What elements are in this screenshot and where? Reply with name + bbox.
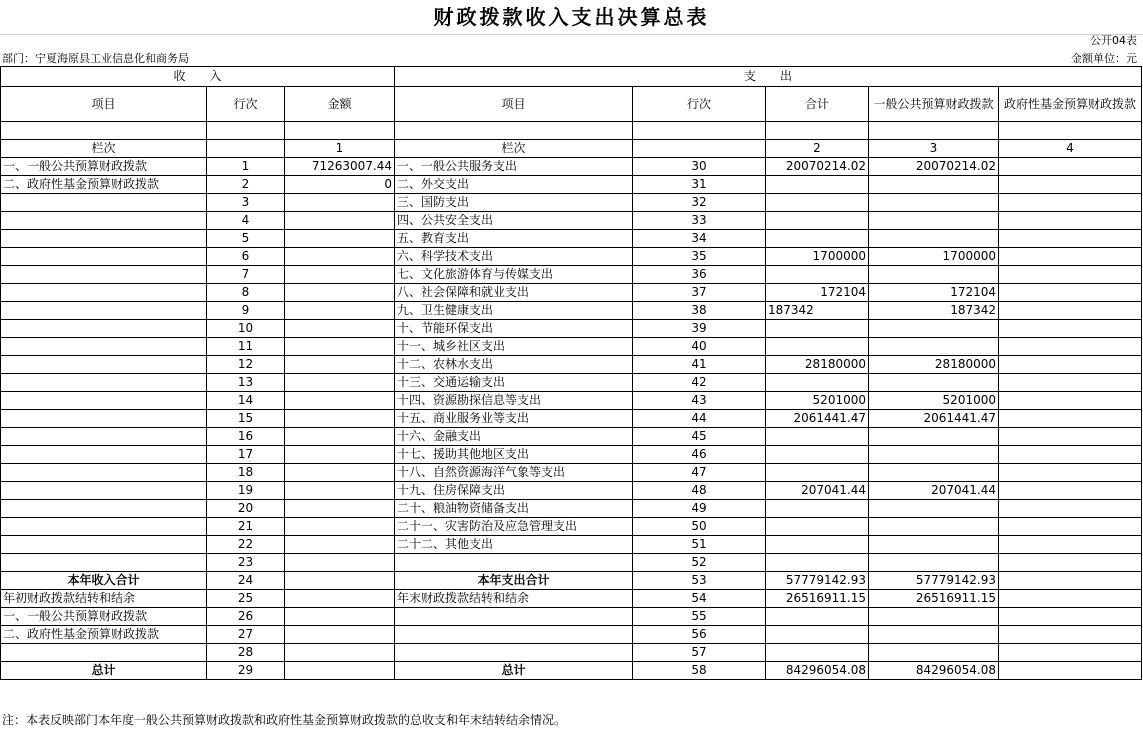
income-item xyxy=(1,194,207,212)
income-amount xyxy=(285,644,395,662)
income-line: 24 xyxy=(207,572,285,590)
form-number: 公开04表 xyxy=(1090,34,1137,47)
expense-line: 42 xyxy=(633,374,766,392)
income-line: 20 xyxy=(207,500,285,518)
income-line: 2 xyxy=(207,176,285,194)
expense-line: 46 xyxy=(633,446,766,464)
column-index-3: 3 xyxy=(869,140,999,158)
table-row xyxy=(1,500,1142,518)
income-amount: 0 xyxy=(285,176,395,194)
expense-item: 年末财政拨款结转和结余 xyxy=(395,590,633,608)
expense-item: 八、社会保障和就业支出 xyxy=(395,284,633,302)
income-line: 7 xyxy=(207,266,285,284)
expense-total: 2061441.47 xyxy=(766,410,869,428)
income-line: 10 xyxy=(207,320,285,338)
expense-total xyxy=(766,176,869,194)
expense-fund xyxy=(999,554,1142,572)
income-line: 18 xyxy=(207,464,285,482)
income-item: 本年收入合计 xyxy=(1,572,207,590)
expense-general: 1700000 xyxy=(869,248,999,266)
income-line: 29 xyxy=(207,662,285,680)
col-expense-line: 行次 xyxy=(633,87,766,122)
expense-general: 57779142.93 xyxy=(869,572,999,590)
expense-total xyxy=(766,500,869,518)
expense-line: 36 xyxy=(633,266,766,284)
expense-general: 84296054.08 xyxy=(869,662,999,680)
expense-fund xyxy=(999,284,1142,302)
table-row xyxy=(1,428,1142,446)
income-item xyxy=(1,212,207,230)
footnote: 注：本表反映部门本年度一般公共预算财政拨款和政府性基金预算财政拨款的总收支和年末结转结余情况。 xyxy=(2,713,567,727)
income-item xyxy=(1,230,207,248)
expense-fund xyxy=(999,482,1142,500)
expense-item: 七、文化旅游体育与传媒支出 xyxy=(395,266,633,284)
column-index-4: 4 xyxy=(999,140,1142,158)
expense-general xyxy=(869,176,999,194)
income-item: 二、政府性基金预算财政拨款 xyxy=(1,626,207,644)
expense-item: 十七、援助其他地区支出 xyxy=(395,446,633,464)
expense-general xyxy=(869,518,999,536)
expense-item: 十九、住房保障支出 xyxy=(395,482,633,500)
expense-line: 58 xyxy=(633,662,766,680)
expense-line: 48 xyxy=(633,482,766,500)
expense-total: 28180000 xyxy=(766,356,869,374)
expense-total xyxy=(766,626,869,644)
expense-general xyxy=(869,554,999,572)
income-line: 21 xyxy=(207,518,285,536)
expense-total: 57779142.93 xyxy=(766,572,869,590)
expense-line: 43 xyxy=(633,392,766,410)
income-amount xyxy=(285,230,395,248)
table-row xyxy=(1,338,1142,356)
expense-line: 56 xyxy=(633,626,766,644)
table-row xyxy=(1,410,1142,428)
expense-general: 187342 xyxy=(869,302,999,320)
expense-fund xyxy=(999,590,1142,608)
expense-item: 五、教育支出 xyxy=(395,230,633,248)
income-line: 17 xyxy=(207,446,285,464)
expense-line: 54 xyxy=(633,590,766,608)
expense-fund xyxy=(999,158,1142,176)
expense-general: 26516911.15 xyxy=(869,590,999,608)
expense-line: 49 xyxy=(633,500,766,518)
expense-total xyxy=(766,338,869,356)
table-row xyxy=(1,554,1142,572)
table-row xyxy=(1,248,1142,266)
table-row xyxy=(1,518,1142,536)
expense-fund xyxy=(999,230,1142,248)
income-header: 收 入 xyxy=(1,67,395,87)
income-item xyxy=(1,464,207,482)
expense-line: 55 xyxy=(633,608,766,626)
expense-line: 31 xyxy=(633,176,766,194)
table-row xyxy=(1,266,1142,284)
expense-total xyxy=(766,374,869,392)
blank-cell xyxy=(207,140,285,158)
income-line: 27 xyxy=(207,626,285,644)
income-amount xyxy=(285,374,395,392)
expense-general xyxy=(869,374,999,392)
page-title: 财政拨款收入支出决算总表 xyxy=(433,5,710,29)
expense-fund xyxy=(999,320,1142,338)
col-income-amount: 金额 xyxy=(285,87,395,122)
income-line: 6 xyxy=(207,248,285,266)
income-line: 16 xyxy=(207,428,285,446)
table-row xyxy=(1,608,1142,626)
expense-line: 37 xyxy=(633,284,766,302)
expense-item: 总计 xyxy=(395,662,633,680)
expense-total: 20070214.02 xyxy=(766,158,869,176)
income-item: 一、一般公共预算财政拨款 xyxy=(1,158,207,176)
column-index-1: 1 xyxy=(285,140,395,158)
expense-fund xyxy=(999,392,1142,410)
col-general: 一般公共预算财政拨款 xyxy=(869,87,999,122)
income-item xyxy=(1,428,207,446)
table-row xyxy=(1,302,1142,320)
income-item xyxy=(1,392,207,410)
department-label: 部门：宁夏海原县工业信息化和商务局 xyxy=(2,52,189,65)
table-row xyxy=(1,464,1142,482)
expense-item: 十八、自然资源海洋气象等支出 xyxy=(395,464,633,482)
expense-fund xyxy=(999,644,1142,662)
expense-total: 172104 xyxy=(766,284,869,302)
income-amount xyxy=(285,284,395,302)
expense-general xyxy=(869,338,999,356)
expense-fund xyxy=(999,500,1142,518)
blank-cell xyxy=(999,122,1142,140)
income-amount xyxy=(285,356,395,374)
income-item xyxy=(1,284,207,302)
income-amount xyxy=(285,338,395,356)
col-income-item: 项目 xyxy=(1,87,207,122)
expense-item: 十、节能环保支出 xyxy=(395,320,633,338)
income-item: 年初财政拨款结转和结余 xyxy=(1,590,207,608)
expense-fund xyxy=(999,446,1142,464)
income-amount xyxy=(285,518,395,536)
expense-general xyxy=(869,230,999,248)
expense-item xyxy=(395,644,633,662)
expense-fund xyxy=(999,518,1142,536)
expense-fund xyxy=(999,662,1142,680)
expense-general: 2061441.47 xyxy=(869,410,999,428)
expense-line: 50 xyxy=(633,518,766,536)
expense-line: 39 xyxy=(633,320,766,338)
expense-fund xyxy=(999,176,1142,194)
expense-item: 二十一、灾害防治及应急管理支出 xyxy=(395,518,633,536)
table-row xyxy=(1,392,1142,410)
income-line: 15 xyxy=(207,410,285,428)
income-amount xyxy=(285,662,395,680)
income-line: 23 xyxy=(207,554,285,572)
blank-cell xyxy=(285,122,395,140)
expense-general xyxy=(869,428,999,446)
expense-fund xyxy=(999,302,1142,320)
expense-fund xyxy=(999,626,1142,644)
expense-line: 41 xyxy=(633,356,766,374)
income-item xyxy=(1,266,207,284)
expense-item: 本年支出合计 xyxy=(395,572,633,590)
expense-line: 52 xyxy=(633,554,766,572)
expense-general xyxy=(869,194,999,212)
expense-total xyxy=(766,464,869,482)
expense-header: 支 出 xyxy=(395,67,1142,87)
expense-general xyxy=(869,644,999,662)
income-item: 总计 xyxy=(1,662,207,680)
income-amount xyxy=(285,266,395,284)
expense-line: 44 xyxy=(633,410,766,428)
income-amount xyxy=(285,536,395,554)
blank-cell xyxy=(633,140,766,158)
income-amount xyxy=(285,554,395,572)
expense-item: 九、卫生健康支出 xyxy=(395,302,633,320)
expense-general xyxy=(869,266,999,284)
blank-cell xyxy=(395,122,633,140)
expense-general xyxy=(869,464,999,482)
expense-item: 十六、金融支出 xyxy=(395,428,633,446)
expense-total xyxy=(766,428,869,446)
expense-item: 十一、城乡社区支出 xyxy=(395,338,633,356)
income-line: 26 xyxy=(207,608,285,626)
income-amount xyxy=(285,464,395,482)
expense-fund xyxy=(999,572,1142,590)
income-amount xyxy=(285,194,395,212)
column-index-label-2: 栏次 xyxy=(395,140,633,158)
income-item: 二、政府性基金预算财政拨款 xyxy=(1,176,207,194)
expense-total: 207041.44 xyxy=(766,482,869,500)
income-amount xyxy=(285,482,395,500)
table-row xyxy=(1,284,1142,302)
expense-line: 40 xyxy=(633,338,766,356)
income-amount xyxy=(285,248,395,266)
table-row xyxy=(1,320,1142,338)
income-line: 8 xyxy=(207,284,285,302)
expense-general xyxy=(869,320,999,338)
expense-general xyxy=(869,536,999,554)
blank-cell xyxy=(1,122,207,140)
expense-item: 三、国防支出 xyxy=(395,194,633,212)
table-row xyxy=(1,176,1142,194)
income-amount xyxy=(285,302,395,320)
expense-item: 十三、交通运输支出 xyxy=(395,374,633,392)
expense-line: 57 xyxy=(633,644,766,662)
unit-label: 金额单位：元 xyxy=(1071,52,1137,65)
expense-general: 20070214.02 xyxy=(869,158,999,176)
expense-fund xyxy=(999,608,1142,626)
income-item: 一、一般公共预算财政拨款 xyxy=(1,608,207,626)
income-line: 25 xyxy=(207,590,285,608)
expense-total xyxy=(766,608,869,626)
expense-general xyxy=(869,626,999,644)
income-line: 13 xyxy=(207,374,285,392)
expense-general: 28180000 xyxy=(869,356,999,374)
expense-fund xyxy=(999,428,1142,446)
income-amount xyxy=(285,212,395,230)
expense-general: 207041.44 xyxy=(869,482,999,500)
blank-cell xyxy=(207,122,285,140)
table-row xyxy=(1,356,1142,374)
income-item xyxy=(1,446,207,464)
expense-fund xyxy=(999,536,1142,554)
expense-general xyxy=(869,608,999,626)
income-item xyxy=(1,302,207,320)
income-amount xyxy=(285,626,395,644)
income-amount xyxy=(285,410,395,428)
divider xyxy=(0,34,1143,35)
expense-total: 187342 xyxy=(766,302,869,320)
income-line: 11 xyxy=(207,338,285,356)
table-row xyxy=(1,158,1142,176)
expense-line: 51 xyxy=(633,536,766,554)
income-line: 12 xyxy=(207,356,285,374)
expense-fund xyxy=(999,374,1142,392)
table-row xyxy=(1,572,1142,590)
table-row xyxy=(1,644,1142,662)
budget-table xyxy=(0,66,1142,680)
expense-line: 35 xyxy=(633,248,766,266)
expense-line: 32 xyxy=(633,194,766,212)
expense-general xyxy=(869,212,999,230)
expense-item: 四、公共安全支出 xyxy=(395,212,633,230)
expense-item: 一、一般公共服务支出 xyxy=(395,158,633,176)
table-row xyxy=(1,536,1142,554)
expense-fund xyxy=(999,356,1142,374)
income-amount xyxy=(285,572,395,590)
income-item xyxy=(1,518,207,536)
expense-total xyxy=(766,266,869,284)
expense-item: 十五、商业服务业等支出 xyxy=(395,410,633,428)
expense-line: 34 xyxy=(633,230,766,248)
expense-total xyxy=(766,644,869,662)
expense-total: 1700000 xyxy=(766,248,869,266)
expense-total xyxy=(766,320,869,338)
income-item xyxy=(1,374,207,392)
table-row xyxy=(1,662,1142,680)
expense-fund xyxy=(999,410,1142,428)
income-item xyxy=(1,338,207,356)
expense-line: 53 xyxy=(633,572,766,590)
income-item xyxy=(1,482,207,500)
blank-cell xyxy=(633,122,766,140)
table-row xyxy=(1,590,1142,608)
expense-total xyxy=(766,536,869,554)
col-total: 合计 xyxy=(766,87,869,122)
income-item xyxy=(1,554,207,572)
expense-item: 十四、资源勘探信息等支出 xyxy=(395,392,633,410)
expense-total xyxy=(766,554,869,572)
blank-cell xyxy=(869,122,999,140)
expense-general: 172104 xyxy=(869,284,999,302)
column-index-2: 2 xyxy=(766,140,869,158)
income-amount xyxy=(285,500,395,518)
expense-total: 5201000 xyxy=(766,392,869,410)
income-item xyxy=(1,410,207,428)
expense-total: 84296054.08 xyxy=(766,662,869,680)
expense-total xyxy=(766,212,869,230)
table-row xyxy=(1,626,1142,644)
col-fund: 政府性基金预算财政拨款 xyxy=(999,87,1142,122)
expense-fund xyxy=(999,266,1142,284)
expense-total xyxy=(766,446,869,464)
income-amount xyxy=(285,392,395,410)
income-line: 19 xyxy=(207,482,285,500)
blank-cell xyxy=(766,122,869,140)
expense-line: 33 xyxy=(633,212,766,230)
income-line: 4 xyxy=(207,212,285,230)
income-line: 1 xyxy=(207,158,285,176)
income-amount xyxy=(285,446,395,464)
income-line: 22 xyxy=(207,536,285,554)
expense-item: 十二、农林水支出 xyxy=(395,356,633,374)
expense-item xyxy=(395,608,633,626)
expense-general xyxy=(869,446,999,464)
expense-total xyxy=(766,194,869,212)
expense-item: 二十、粮油物资储备支出 xyxy=(395,500,633,518)
expense-general: 5201000 xyxy=(869,392,999,410)
table-row xyxy=(1,374,1142,392)
col-income-line: 行次 xyxy=(207,87,285,122)
expense-fund xyxy=(999,212,1142,230)
income-amount xyxy=(285,590,395,608)
expense-line: 30 xyxy=(633,158,766,176)
expense-item xyxy=(395,626,633,644)
income-line: 28 xyxy=(207,644,285,662)
col-expense-item: 项目 xyxy=(395,87,633,122)
income-amount xyxy=(285,428,395,446)
expense-fund xyxy=(999,338,1142,356)
income-item xyxy=(1,536,207,554)
income-amount xyxy=(285,608,395,626)
income-item xyxy=(1,500,207,518)
expense-total xyxy=(766,518,869,536)
table-row xyxy=(1,194,1142,212)
income-item xyxy=(1,644,207,662)
expense-item: 六、科学技术支出 xyxy=(395,248,633,266)
income-amount: 71263007.44 xyxy=(285,158,395,176)
expense-total: 26516911.15 xyxy=(766,590,869,608)
table-row xyxy=(1,482,1142,500)
income-item xyxy=(1,320,207,338)
expense-line: 45 xyxy=(633,428,766,446)
income-amount xyxy=(285,320,395,338)
income-line: 3 xyxy=(207,194,285,212)
table-row xyxy=(1,446,1142,464)
income-line: 5 xyxy=(207,230,285,248)
expense-line: 38 xyxy=(633,302,766,320)
expense-total xyxy=(766,230,869,248)
expense-item: 二十二、其他支出 xyxy=(395,536,633,554)
expense-line: 47 xyxy=(633,464,766,482)
expense-fund xyxy=(999,248,1142,266)
expense-general xyxy=(869,500,999,518)
table-row xyxy=(1,212,1142,230)
income-line: 9 xyxy=(207,302,285,320)
expense-fund xyxy=(999,464,1142,482)
expense-item xyxy=(395,554,633,572)
income-item xyxy=(1,248,207,266)
table-row xyxy=(1,230,1142,248)
expense-fund xyxy=(999,194,1142,212)
income-item xyxy=(1,356,207,374)
income-line: 14 xyxy=(207,392,285,410)
expense-item: 二、外交支出 xyxy=(395,176,633,194)
column-index-label: 栏次 xyxy=(1,140,207,158)
